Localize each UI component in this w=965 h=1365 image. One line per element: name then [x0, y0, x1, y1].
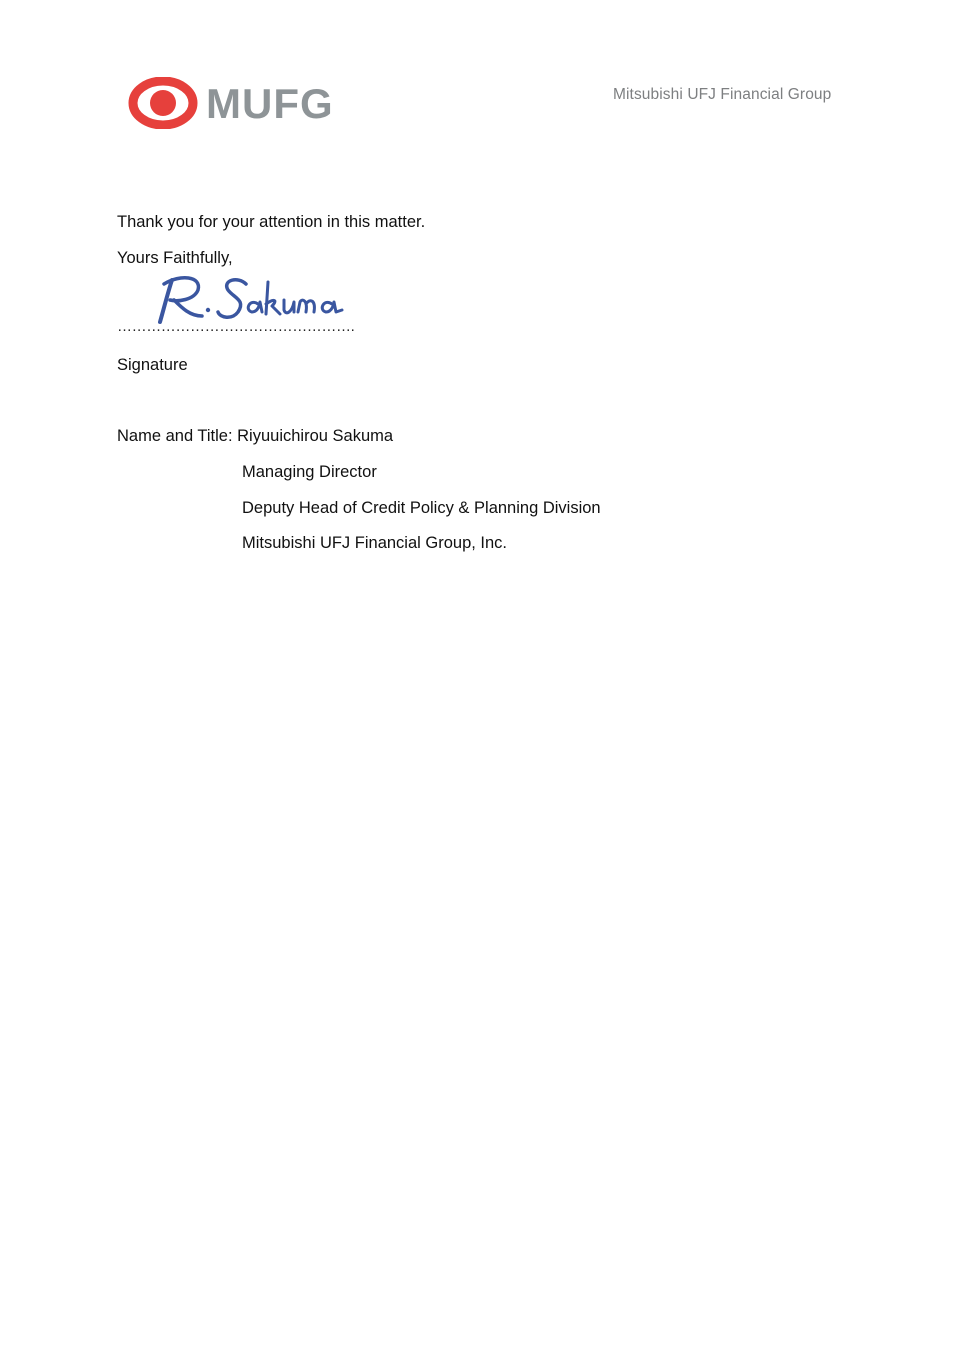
signature-label: Signature [117, 356, 188, 374]
title-line-position: Managing Director [242, 463, 377, 481]
mufg-logo [128, 76, 338, 132]
company-header: Mitsubishi UFJ Financial Group [613, 86, 832, 103]
title-line-division: Deputy Head of Credit Policy & Planning Division [242, 499, 601, 517]
signature-line: …………………………………………. [117, 318, 355, 335]
name-and-title: Name and Title: Riyuuichirou Sakuma [117, 427, 394, 445]
salutation: Yours Faithfully, [117, 249, 233, 267]
title-line-company: Mitsubishi UFJ Financial Group, Inc. [242, 534, 508, 552]
mufg-logo-mark-icon [128, 77, 198, 129]
logo-wordmark: MUFG [206, 80, 334, 127]
closing-line: Thank you for your attention in this matter. [117, 213, 426, 231]
